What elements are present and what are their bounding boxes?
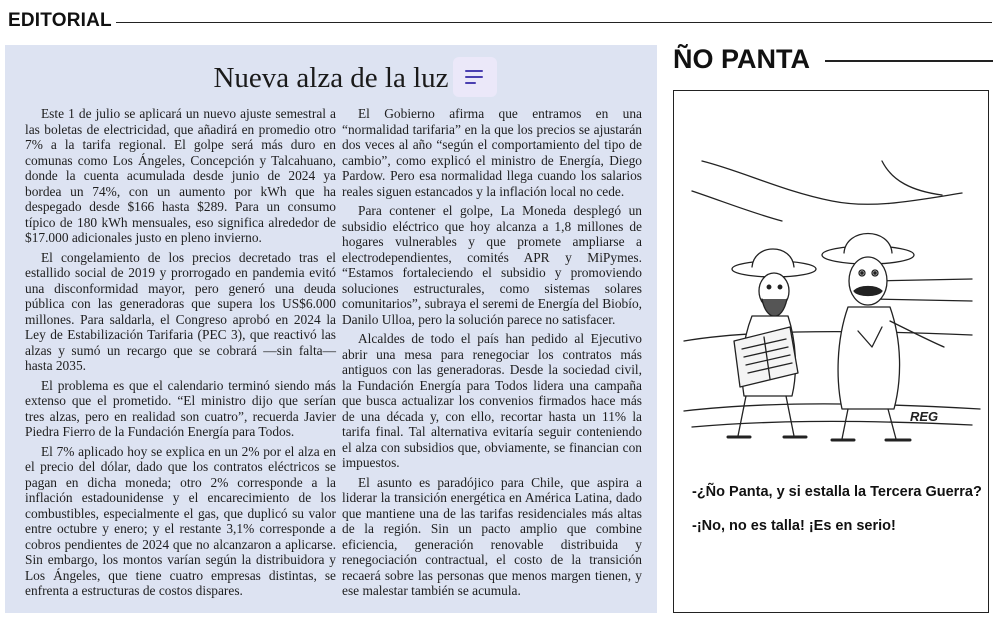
article-paragraph: El congelamiento de los precios decretado tras el estallido social de 2019 y prorrogado en pandemia evitó una disconformidad mayor, pero generó una deuda pública con las generadoras que supera los US$6.000 millones. Para saldarla, el Congreso aprobó en 2024 la Ley de Estabilización Tarifaria (PEC 3), que reactivó las alzas y sumó un recargo que se cobrará —sin falta— hasta 2035.: [25, 249, 336, 373]
cartoon-caption-question: -¿Ño Panta, y si estalla la Tercera Guerra?: [692, 484, 982, 500]
hamburger-menu-icon: [465, 70, 485, 84]
section-header: [8, 10, 992, 36]
article-paragraph: Este 1 de julio se aplicará un nuevo ajuste semestral a las boletas de electricidad, que añadirá en promedio otro 7% a la tarifa regional. El golpe será más duro en comunas como Los Ángeles, Concepción y Talcahuano, donde la cuenta acumulada desde junio de 2024 ya bordea un 74%, con un aumento por kWh que ha despegado desde $166 hasta $289. Para un consumo típico de 180 kWh mensuales, eso significa alrededor de $17.000 adicionales justo en pleno invierno.: [25, 106, 336, 245]
article-headline: Nueva alza de la luz: [213, 62, 449, 94]
editorial-article: [5, 45, 657, 613]
cartoon-section-label: ÑO PANTA: [673, 44, 810, 74]
section-label: EDITORIAL: [8, 10, 112, 31]
cartoon-illustration: [682, 151, 982, 451]
article-paragraph: El Gobierno afirma que entramos en una “normalidad tarifaria” en la que los precios se ajustarán dos veces al año “según el comportamiento del tipo de cambio”, como explicó el ministro de Energía, Diego Pardow. Pero esa normalidad llega cuando los salarios reales siguen estancados y la inflación local no cede.: [342, 106, 642, 199]
menu-button[interactable]: [453, 57, 497, 97]
article-paragraph: El asunto es paradójico para Chile, que aspira a liderar la transición energética en América Latina, dado que mantiene una de las tarifas residenciales más altas de la región. Sin un pacto amplio que combine eficiencia, generación renovable distribuida y renegociación contractual, el costo de la transición recaerá sobre las personas que menos margen tienen, y ese malestar también se acumula.: [342, 474, 642, 598]
section-divider: [116, 22, 992, 23]
article-column-right: [342, 106, 642, 603]
cartoon-signature: REG: [910, 409, 939, 424]
cartoon-header: [673, 44, 993, 76]
article-paragraph: El 7% aplicado hoy se explica en un 2% por el alza en el precio del dólar, dado que los contratos eléctricos se pagan en dicha moneda; otro 2% corresponde a la inflación estadounidense y el encarecimiento de los combustibles, especialmente el gas, que duplicó su valor entre octubre y enero; y el restante 3,1% corresponde a cobros pendientes de 2024 que no alcanzaron a aplicarse. Sin embargo, los montos varían según la distribuidora y Los Ángeles, que tiene cuatro empresas distintas, se enfrenta a estructuras de costos dispares.: [25, 443, 336, 598]
article-paragraph: El problema es que el calendario terminó siendo más extenso que el prometido. “El ministro dijo que serían tres alzas, pero en realidad son cuatro”, recuerda Javier Piedra Fierro de la Fundación Energía para Todos.: [25, 377, 336, 439]
cartoon-panel: [673, 90, 989, 613]
article-column-left: [25, 106, 336, 603]
article-paragraph: Para contener el golpe, La Moneda desplegó un subsidio eléctrico que hoy alcanza a 1,8 millones de hogares vulnerables y que promete ampliarse a electrodependientes, comités APR y MiPymes. “Estamos fortaleciendo el subsidio y promoviendo soluciones estructurales, como sistemas solares comunitarios”, subraya el seremi de Energía del Biobío, Danilo Ulloa, pero la solución parece no satisfacer.: [342, 203, 642, 327]
article-paragraph: Alcaldes de todo el país han pedido al Ejecutivo abrir una mesa para renegociar los contratos más antiguos con las generadoras. Desde la sociedad civil, la Fundación Energía para Todos lidera una campaña que busca actualizar los convenios firmados hace más de una década y, con ello, recortar hasta un 11% la tarifa final. Tal alternativa evitaría seguir conteniendo el alza con subsidios que, obviamente, se financian con impuestos.: [342, 331, 642, 470]
cartoon-caption-answer: -¡No, no es talla! ¡Es en serio!: [692, 518, 896, 534]
cartoon-divider: [825, 60, 993, 62]
